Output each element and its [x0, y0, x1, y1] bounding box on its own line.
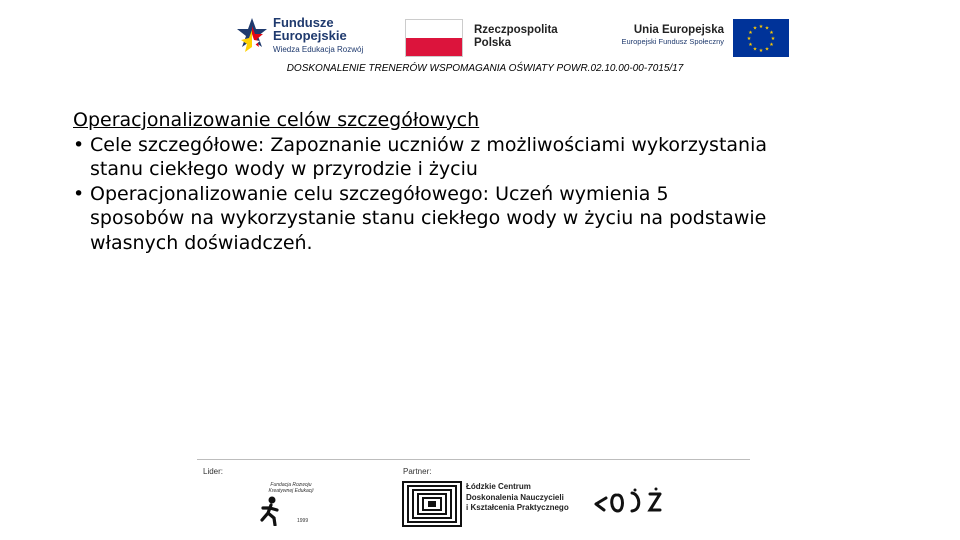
slide-heading: Operacjonalizowanie celów szczegółowych — [73, 109, 480, 131]
fundusze-subtitle: Wiedza Edukacja Rozwój — [273, 45, 364, 54]
bullet-1-line1: Cele szczegółowe: Zapoznanie uczniów z możliwościami wykorzystania — [90, 133, 768, 156]
partner-label: Partner: — [403, 467, 432, 476]
footer-divider — [197, 459, 750, 460]
bullet-dot: • — [73, 133, 85, 156]
fundusze-star-icon — [233, 12, 271, 58]
bullet-2-line3: własnych doświadczeń. — [90, 231, 313, 254]
poland-line2: Polska — [474, 37, 512, 49]
walking-figure-icon — [259, 496, 281, 526]
svg-text:★: ★ — [758, 48, 764, 54]
poland-line1: Rzeczpospolita — [474, 24, 558, 36]
bullet-1-line2: stanu ciekłego wody w przyrodzie i życiu — [90, 158, 478, 181]
fundusze-europejskie-logo — [233, 12, 373, 58]
bullet-item — [73, 182, 913, 256]
lodz-city-logo — [590, 486, 670, 516]
eu-subtitle: Europejski Fundusz Społeczny — [621, 37, 724, 46]
partner-logo-text — [466, 482, 569, 514]
svg-text:★: ★ — [752, 46, 758, 53]
svg-text:★: ★ — [769, 42, 774, 48]
bullet-2-line2: sposobów na wykorzystanie stanu ciekłego wody w życiu na podstawie — [90, 207, 767, 230]
fundusze-line1: Fundusze — [273, 15, 334, 30]
svg-text:★: ★ — [748, 42, 753, 48]
poland-flag-icon — [405, 19, 463, 57]
svg-text:★: ★ — [758, 24, 764, 30]
fundusze-logo-text — [273, 16, 347, 42]
eu-logo-text — [600, 23, 724, 47]
bullet-dot: • — [73, 182, 85, 205]
svg-text:★: ★ — [769, 30, 774, 36]
svg-text:★: ★ — [746, 36, 752, 42]
partner-line1: Łódzkie Centrum — [466, 482, 531, 491]
lider-logo — [255, 478, 327, 528]
eu-title: Unia Europejska — [633, 24, 724, 36]
svg-text:★: ★ — [748, 30, 753, 36]
partner-line3: i Kształcenia Praktycznego — [466, 503, 569, 512]
eu-flag-icon — [733, 19, 789, 57]
fundusze-line2: Europejskie — [273, 28, 347, 43]
bullet-2-line1: Operacjonalizowanie celu szczegółowego: Uczeń wymienia 5 — [90, 182, 669, 205]
lider-logo-text: Fundacja Rozwoju Kreatywnej Edukacji — [268, 482, 314, 494]
partner-line2: Doskonalenia Nauczycieli — [466, 492, 564, 502]
slide-content — [73, 108, 913, 256]
lider-label: Lider: — [203, 467, 224, 476]
lider-logo-year: 1999 — [297, 518, 309, 524]
lcdn-logo-icon — [402, 481, 462, 527]
svg-text:★: ★ — [764, 46, 770, 53]
poland-logo-text — [474, 24, 558, 50]
svg-text:★: ★ — [770, 36, 776, 42]
svg-text:★: ★ — [764, 25, 770, 32]
bullet-item — [73, 133, 913, 182]
svg-text:★: ★ — [752, 25, 758, 32]
project-number: DOSKONALENIE TRENERÓW WSPOMAGANIA OŚWIATY POWR.02.10.00-00-7015/17 — [286, 63, 684, 74]
